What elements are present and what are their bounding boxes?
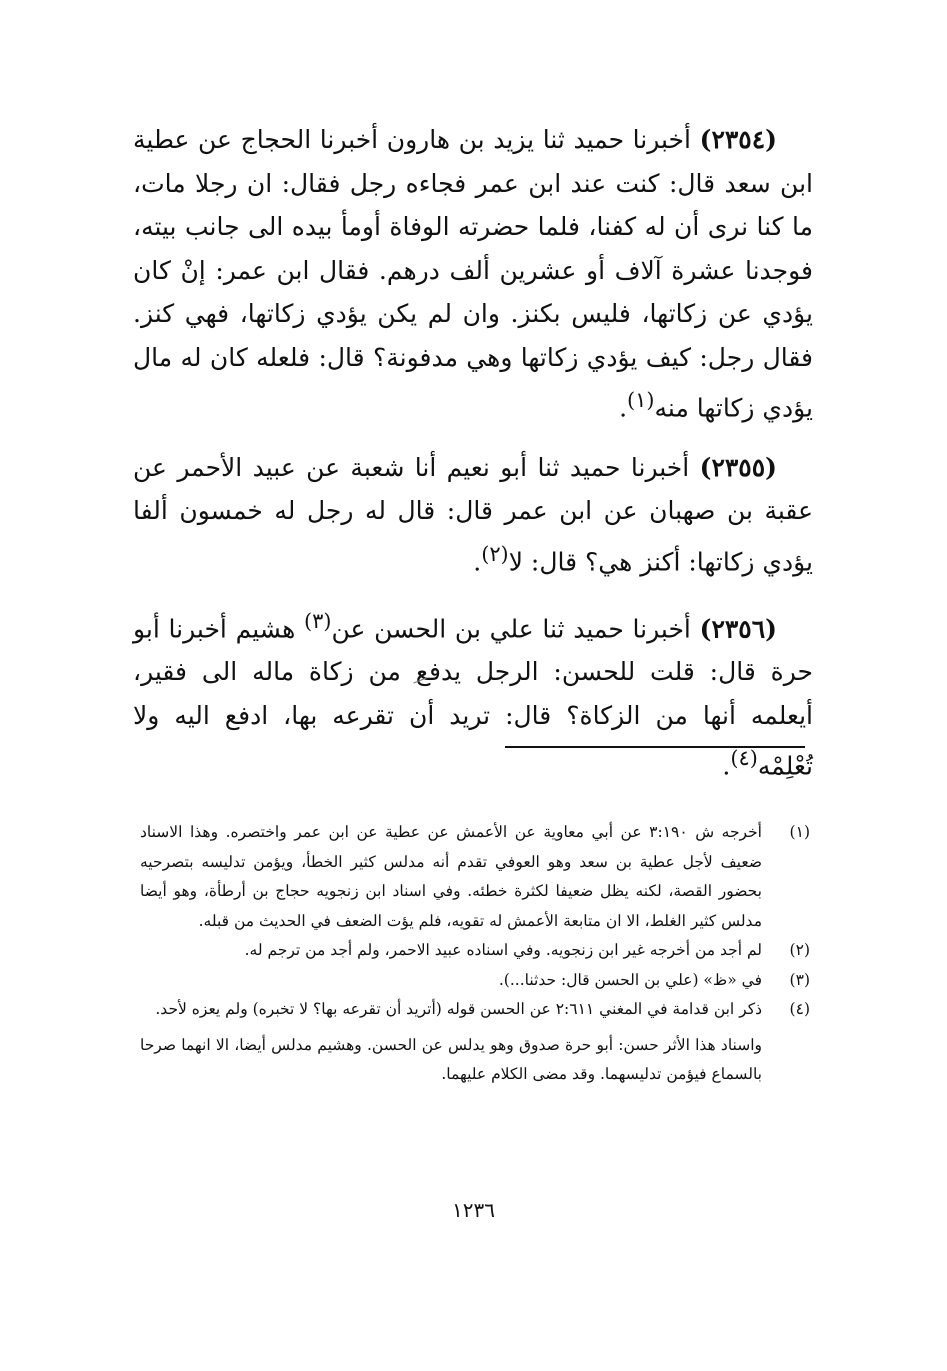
footnote-4 bbox=[140, 995, 810, 1025]
hadith-end: . bbox=[473, 547, 482, 577]
hadith-end: . bbox=[722, 751, 731, 781]
footnote-ref: (٢) bbox=[481, 541, 509, 566]
footnote-ref: (١) bbox=[627, 388, 655, 412]
hadith-end: . bbox=[619, 393, 628, 423]
page-number: ١٢٣٦ bbox=[452, 1198, 495, 1222]
footnote-1 bbox=[140, 818, 810, 936]
footnote-marker: (١) bbox=[789, 823, 810, 841]
hadith-2356 bbox=[133, 600, 813, 789]
footnote-ref: (٤) bbox=[730, 746, 758, 771]
footnotes-section bbox=[140, 818, 810, 1090]
footnote-ref: (٣) bbox=[304, 608, 332, 633]
hadith-text: أخبرنا حميد ثنا يزيد بن هارون أخبرنا الحجاج عن عطية ابن سعد قال: كنت عند ابن عمر فجاءه رجل فقال: ان رجلا مات، ما كنا نرى أن له كفنا، فلما حضرته الوفاة أومأ بيده الى جانب بيته، فوجدنا عشرة آلاف أو عشرين ألف درهم. فقال ابن عمر: إنْ كان يؤدي عن زكاتها، فليس بكنز. وان لم يكن يؤدي زكاتها، فهي كنز. فقال رجل: كيف يؤدي زكاتها وهي مدفونة؟ قال: فلعله كان له مال يؤدي زكاتها منه bbox=[133, 125, 813, 423]
hadith-2355 bbox=[133, 446, 813, 584]
main-text-block bbox=[133, 118, 813, 804]
hadith-number: (٢٣٥٤) bbox=[699, 125, 777, 154]
footnote-text: لم أجد من أخرجه غير ابن زنجويه. وفي اسناده عبيد الاحمر، ولم أجد من ترجم له. bbox=[244, 941, 762, 959]
hadith-number: (٢٣٥٦) bbox=[699, 613, 777, 643]
footnote-separator-rule bbox=[505, 746, 805, 748]
footnote-text: ذكر ابن قدامة في المغني ٢:٦١١ عن الحسن قوله (أتريد أن تقرعه بها؟ لا تخبره) ولم يعزه لأحد. bbox=[155, 1000, 762, 1018]
footnote-marker: (٤) bbox=[789, 1000, 810, 1018]
footnote-text: في «ظ» (علي بن الحسن قال: حدثنا...). bbox=[498, 970, 762, 989]
hadith-text: أخبرنا حميد ثنا أبو نعيم أنا شعبة عن عبيد الأحمر عن عقبة بن صهبان عن ابن عمر قال: قال له رجل له خمسون ألفا يؤدي زكاتها: أكنز هي؟ قال: لا bbox=[133, 452, 813, 577]
footnote-marker: (٣) bbox=[789, 970, 810, 989]
hadith-number: (٢٣٥٥) bbox=[699, 452, 777, 482]
footnote-text: أخرجه ش ٣:١٩٠ عن أبي معاوية عن الأعمش عن عطية عن ابن عمر واختصره. وهذا الاسناد ضعيف لأجل عطية بن سعد وهو العوفي تقدم أنه مدلس كثير الخطأ، ويؤمن تدليسه بتصرحيه بحضور القصة، لكنه يظل ضعيفا لكثرة خطئه. وفي اسناد ابن زنجويه حجاج بن أرطأة، وهو أيضا مدلس كثير الغلط، الا ان متابعة الأعمش له تقويه، فلم يؤت الضعف في الحديث من قبله. bbox=[140, 823, 762, 930]
hadith-2354 bbox=[133, 118, 813, 430]
footnote-continuation: واسناد هذا الأثر حسن: أبو حرة صدوق وهو يدلس عن الحسن. وهشيم مدلس أيضا، الا انهما صرحا بالسماع فيؤمن تدليسهما. وقد مضى الكلام عليهما. bbox=[140, 1035, 762, 1083]
hadith-text: هشيم أخبرنا أبو حرة قال: قلت للحسن: الرجل يدفع من زكاة ماله الى فقير، أيعلمه أنها من الزكاة؟ قال: تريد أن تقرعه بها، ادفع اليه ولا تُعْلِمْه bbox=[133, 613, 813, 781]
footnote-marker: (٢) bbox=[789, 941, 810, 959]
footnote-3 bbox=[140, 966, 810, 996]
hadith-text-before-ref: أخبرنا حميد ثنا علي بن الحسن عن bbox=[331, 613, 691, 643]
footnote-2 bbox=[140, 936, 810, 966]
